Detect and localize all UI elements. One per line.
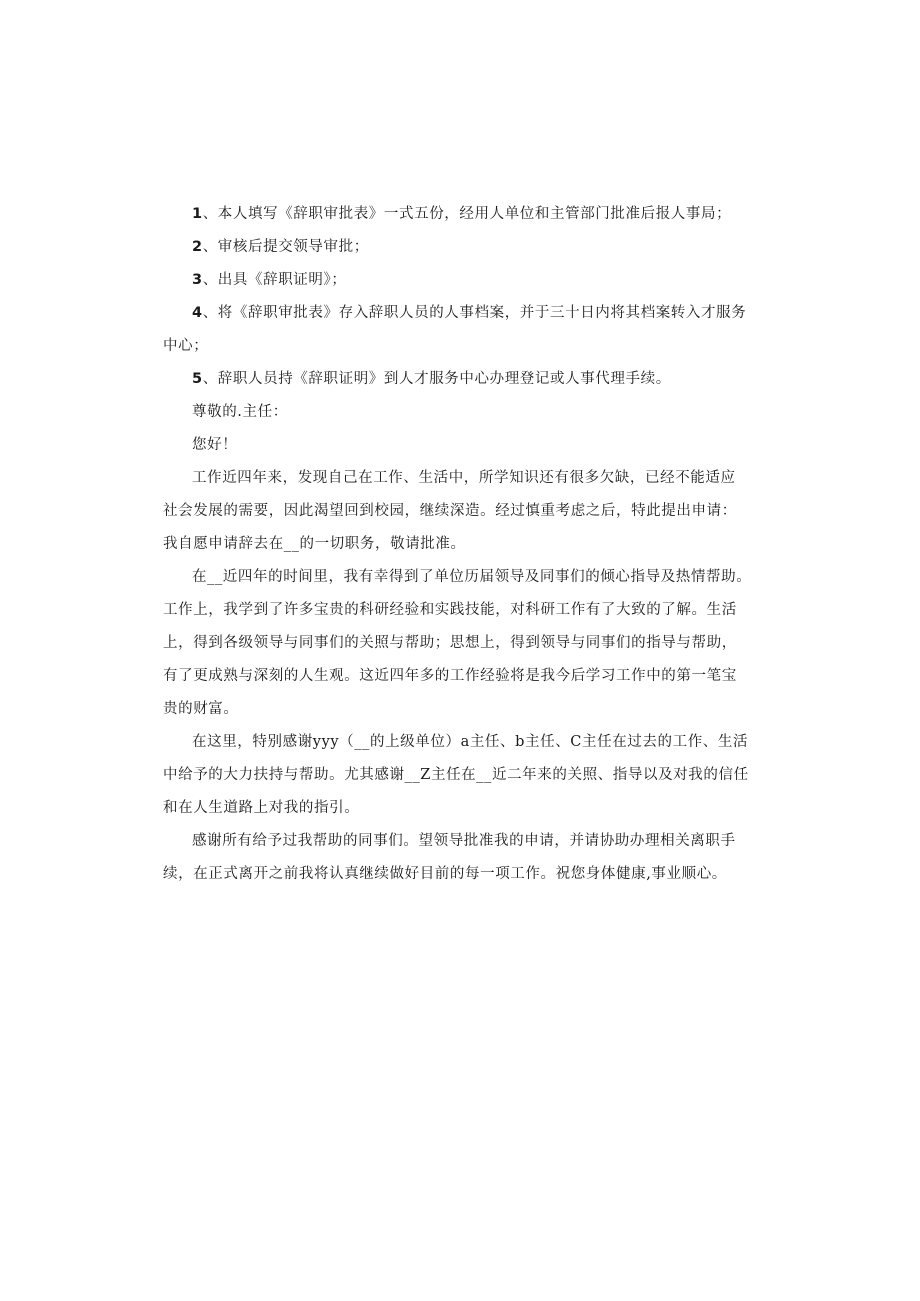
paragraph-line: 续，在正式离开之前我将认真继续做好目前的每一项工作。祝您身体健康,事业顺心。 <box>163 866 727 882</box>
paragraph-line: 工作近四年来，发现自己在工作、生活中，所学知识还有很多欠缺，已经不能适应 <box>192 470 736 486</box>
step-text: 、将《辞职审批表》存入辞职人员的人事档案，并于三十日内将其档案转入才服务 <box>202 305 747 321</box>
paragraph-line: 和在人生道路上对我的指引。 <box>163 800 360 816</box>
paragraph-line: 上，得到各级领导与同事们的关照与帮助；思想上，得到领导与同事们的指导与帮助， <box>163 635 737 651</box>
paragraph-line: 在__近四年的时间里，我有幸得到了单位历届领导及同事们的倾心指导及热情帮助。 <box>192 569 752 585</box>
letter-salutation: 尊敬的.主任： <box>192 404 288 420</box>
step-number: 4 <box>192 305 203 321</box>
step-text: 、本人填写《辞职审批表》一式五份，经用人单位和主管部门批准后报人事局； <box>202 206 732 222</box>
step-4 <box>163 297 763 330</box>
step-number: 3 <box>192 272 203 288</box>
paragraph-2-cont <box>163 594 763 726</box>
step-text-cont: 中心； <box>163 338 209 354</box>
paragraph-line: 我自愿申请辞去在__的一切职务，敬请批准。 <box>163 536 466 552</box>
paragraph-1-cont <box>163 495 763 561</box>
paragraph-4-cont <box>163 858 763 891</box>
paragraph-2 <box>163 561 763 594</box>
step-text: 、出具《辞职证明》； <box>202 272 347 288</box>
paragraph-line: 在这里，特别感谢yyy（__的上级单位）a主任、b主任、C主任在过去的工作、生活 <box>192 734 749 750</box>
step-number: 5 <box>192 371 203 387</box>
step-number: 1 <box>192 206 203 222</box>
paragraph-3 <box>163 726 763 759</box>
paragraph-line: 感谢所有给予过我帮助的同事们。望领导批准我的申请，并请协助办理相关离职手 <box>192 833 736 849</box>
paragraph-line: 中给予的大力扶持与帮助。尤其感谢__Z主任在__近二年来的关照、指导以及对我的信任 <box>163 767 749 783</box>
paragraph-line: 有了更成熟与深刻的人生观。这近四年多的工作经验将是我今后学习工作中的第一笔宝 <box>163 668 737 684</box>
step-text: 、审核后提交领导审批； <box>202 239 369 255</box>
paragraph-line: 贵的财富。 <box>163 701 239 717</box>
step-3 <box>163 264 763 297</box>
step-text: 、辞职人员持《辞职证明》到人才服务中心办理登记或人事代理手续。 <box>202 371 671 387</box>
document-body <box>163 198 763 891</box>
paragraph-1 <box>163 462 763 495</box>
step-5 <box>163 363 763 396</box>
paragraph-line: 工作上，我学到了许多宝贵的科研经验和实践技能，对科研工作有了大致的了解。生活 <box>163 602 737 618</box>
paragraph-4 <box>163 825 763 858</box>
paragraph-line: 社会发展的需要，因此渴望回到校园，继续深造。经过慎重考虑之后，特此提出申请： <box>163 503 737 519</box>
step-1 <box>163 198 763 231</box>
paragraph-3-cont <box>163 759 763 825</box>
step-number: 2 <box>192 239 203 255</box>
letter-greeting: 您好！ <box>192 437 238 453</box>
step-4-continuation <box>163 330 763 363</box>
step-2 <box>163 231 763 264</box>
